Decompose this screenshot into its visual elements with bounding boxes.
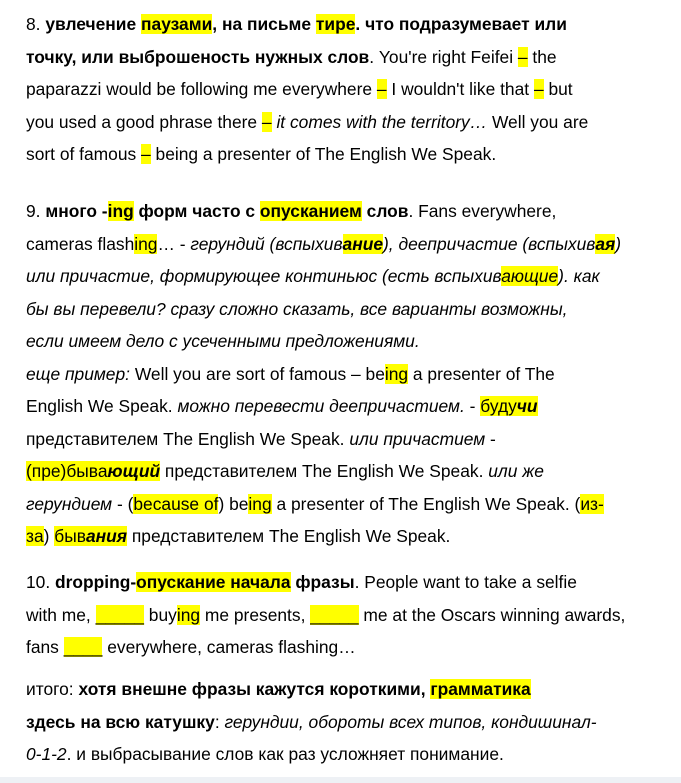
text-run: хотя внешне фразы кажутся короткими,	[78, 679, 431, 699]
text-run: или причастием	[349, 428, 486, 449]
highlighted-text: ____	[63, 637, 103, 657]
text-run: . You're right Feifei	[369, 46, 518, 67]
text-run: 0-1-2	[26, 744, 67, 764]
highlighted-text: –	[533, 79, 544, 99]
text-line	[26, 738, 597, 771]
highlighted-text: опускание начала	[136, 572, 291, 592]
paragraph-summary	[26, 673, 597, 771]
text-run: бы вы перевели? сразу сложно сказать, все варианты возможны,	[26, 298, 568, 319]
text-run: you used a good phrase there	[26, 111, 262, 132]
text-run: buy	[143, 604, 177, 625]
highlighted-text: грамматика	[430, 679, 531, 699]
highlighted-text: _____	[310, 604, 359, 625]
paragraph-8	[26, 8, 588, 171]
highlighted-text: because of	[133, 493, 219, 514]
text-run: sort of famous	[26, 144, 142, 164]
text-line	[26, 566, 625, 599]
text-run: здесь на всю катушку	[26, 711, 215, 732]
text-run: being a presenter of The English We Speak.	[150, 144, 497, 164]
text-run: герундием	[26, 493, 113, 514]
text-run: герундий (вспыхив	[190, 233, 343, 254]
text-line	[26, 106, 588, 139]
text-run: )	[615, 233, 622, 254]
highlighted-text: быв	[54, 526, 86, 546]
text-run: представителем The English We Speak.	[127, 526, 451, 546]
highlighted-text: –	[261, 111, 272, 132]
text-run: представителем The English We Speak.	[26, 428, 350, 449]
highlighted-text: _____	[95, 604, 144, 625]
highlighted-text: за	[26, 526, 44, 546]
text-run: или причастие, формирующее континьюс (есть вспыхив	[26, 266, 502, 286]
text-line	[26, 488, 621, 521]
highlighted-text: опусканием	[259, 201, 362, 221]
text-run: точку, или выброшеность нужных слов	[26, 46, 370, 67]
text-line	[26, 138, 588, 171]
text-line	[26, 631, 625, 664]
highlighted-text: ание	[342, 233, 384, 254]
text-run: фразы	[290, 572, 355, 592]
highlighted-text: ing	[248, 493, 272, 514]
highlighted-text: ая	[595, 233, 616, 254]
highlighted-text: ing	[134, 233, 158, 254]
highlighted-text: –	[376, 79, 387, 99]
text-run: me at the Oscars winning awards,	[358, 604, 626, 625]
text-run: -	[464, 396, 481, 416]
highlighted-text: из-	[580, 493, 604, 514]
text-line	[26, 293, 621, 326]
text-run: герундии, обороты всех типов, кондишинал-	[224, 711, 597, 732]
text-run: dropping-	[55, 572, 137, 592]
highlighted-text: ing	[176, 604, 201, 625]
text-run: Well you are	[487, 111, 589, 132]
text-line	[26, 599, 625, 632]
text-run: the	[527, 46, 557, 67]
text-line	[26, 8, 588, 41]
text-run: with me,	[26, 604, 96, 625]
text-line	[26, 325, 621, 358]
paragraph-10	[26, 566, 625, 664]
text-run: представителем The English We Speak.	[160, 461, 489, 481]
text-run: 9.	[26, 201, 46, 221]
text-run: I wouldn't like that	[386, 79, 534, 99]
text-run: 10.	[26, 572, 56, 592]
highlighted-text: чи	[516, 396, 538, 416]
text-line	[26, 195, 621, 228]
text-run: , на письме	[212, 14, 316, 34]
text-line	[26, 228, 621, 261]
page-bottom-edge	[0, 777, 681, 783]
highlighted-text: ающие	[501, 266, 559, 286]
text-run: a presenter of The English We Speak. (	[271, 493, 581, 514]
text-run: English We Speak.	[26, 396, 178, 416]
text-run: everywhere, cameras flashing…	[102, 637, 356, 657]
text-run: ). как	[558, 266, 600, 286]
highlighted-text: ющий	[107, 461, 161, 481]
text-run: paparazzi would be following me everywhere	[26, 79, 377, 99]
text-run: . что подразумевает или	[355, 14, 567, 34]
text-run: a presenter of The	[408, 363, 555, 384]
text-run: … -	[157, 233, 191, 254]
highlighted-text: паузами	[141, 14, 213, 34]
text-line	[26, 41, 588, 74]
text-run: еще пример:	[26, 363, 135, 384]
text-line	[26, 706, 597, 739]
text-run: . и выбрасывание слов как раз усложняет понимание.	[66, 744, 504, 764]
text-run: ), деепричастие (вспыхив	[383, 233, 596, 254]
text-run: cameras flash	[26, 233, 135, 254]
highlighted-text: ing	[384, 363, 409, 384]
text-run: Well you are sort of famous – be	[134, 363, 385, 384]
text-run: me presents,	[200, 604, 311, 625]
text-line	[26, 520, 621, 553]
text-run: если имеем дело с усеченными предложениями.	[26, 331, 420, 351]
text-run: . Fans everywhere,	[408, 201, 557, 221]
text-run: можно перевести деепричастием.	[177, 396, 465, 416]
highlighted-text: (пре)быва	[26, 461, 108, 481]
text-line	[26, 455, 621, 488]
text-line	[26, 423, 621, 456]
highlighted-text: тире	[315, 14, 356, 34]
text-run: )	[43, 526, 55, 546]
text-line	[26, 260, 621, 293]
paragraph-9	[26, 195, 621, 553]
highlighted-text: буду	[480, 396, 517, 416]
text-run: итого:	[26, 679, 79, 699]
text-run: увлечение	[45, 14, 142, 34]
text-run: форм часто с	[133, 201, 260, 221]
text-run: много -	[45, 201, 108, 221]
text-run: 8.	[26, 14, 46, 34]
text-run: или же	[488, 461, 544, 481]
text-run: fans	[26, 637, 64, 657]
highlighted-text: ing	[107, 201, 134, 221]
text-line	[26, 673, 597, 706]
text-line	[26, 358, 621, 391]
text-run: ) be	[218, 493, 249, 514]
text-run: слов	[361, 201, 409, 221]
text-run: -	[485, 428, 496, 449]
text-run: but	[543, 79, 573, 99]
highlighted-text: –	[141, 144, 151, 164]
highlighted-text: –	[517, 46, 528, 67]
text-line	[26, 73, 588, 106]
text-run: :	[214, 711, 225, 732]
text-line	[26, 390, 621, 423]
text-run: - (	[112, 493, 134, 514]
text-run: . People want to take a selfie	[354, 572, 577, 592]
highlighted-text: ания	[85, 526, 128, 546]
text-run: it comes with the territory…	[276, 111, 488, 132]
